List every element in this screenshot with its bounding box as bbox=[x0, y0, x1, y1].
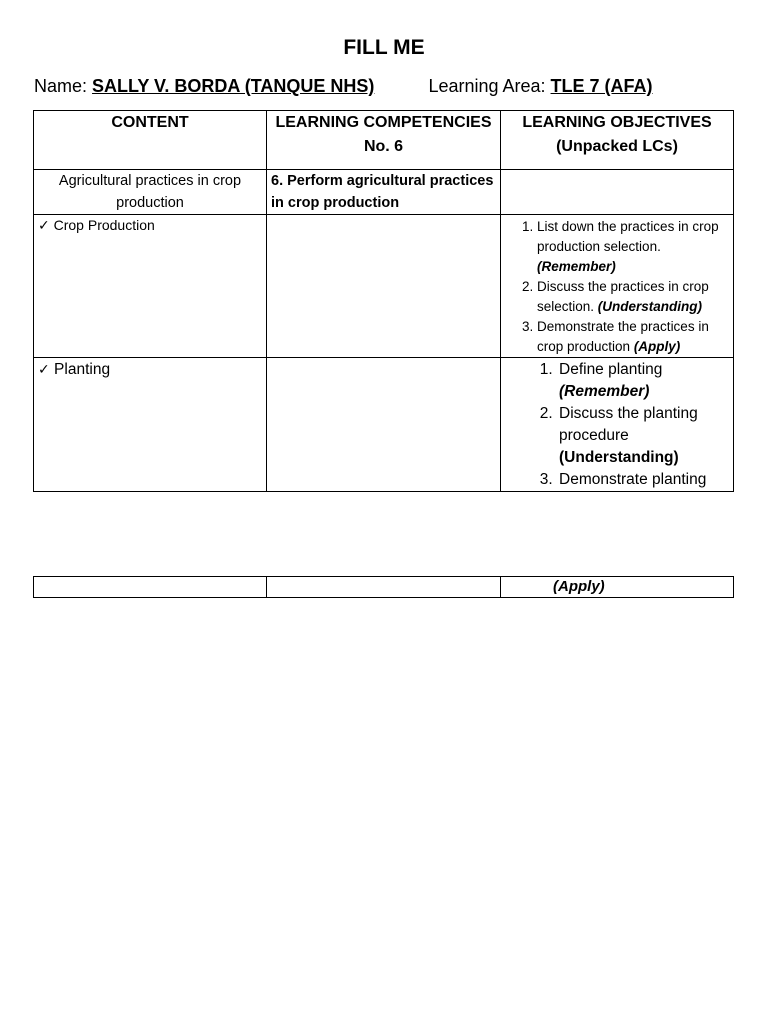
list-item: 2. Discuss the planting procedure (Understanding) bbox=[557, 403, 729, 469]
objectives-cell bbox=[501, 215, 734, 358]
list-item: 3. Demonstrate the practices in crop production (Apply) bbox=[537, 317, 729, 357]
objectives-cell bbox=[501, 170, 734, 215]
header-objectives: LEARNING OBJECTIVES (Unpacked LCs) bbox=[501, 111, 734, 170]
list-item: 1. List down the practices in crop production selection. (Remember) bbox=[537, 217, 729, 277]
objectives-cell: (Apply) bbox=[501, 577, 734, 598]
content-cell: ✓ Planting bbox=[34, 358, 267, 492]
learning-table bbox=[33, 110, 734, 492]
list-item: 1. Define planting (Remember) bbox=[557, 359, 729, 403]
content-cell: Agricultural practices in crop production bbox=[34, 170, 267, 215]
checkmark-icon: ✓ bbox=[38, 361, 50, 377]
competency-cell bbox=[267, 215, 501, 358]
objectives-cell bbox=[501, 358, 734, 492]
table-row bbox=[34, 170, 734, 215]
content-cell bbox=[34, 577, 267, 598]
checkmark-icon: ✓ bbox=[38, 217, 50, 233]
header-content: CONTENT bbox=[34, 111, 267, 170]
continuation-table bbox=[33, 576, 734, 598]
name-label: Name: bbox=[34, 76, 88, 96]
competency-cell: 6. Perform agricultural practices in crop production bbox=[267, 170, 501, 215]
area-label: Learning Area: bbox=[428, 76, 546, 96]
table-row bbox=[34, 215, 734, 358]
table-header-row bbox=[34, 111, 734, 170]
name-line bbox=[34, 76, 734, 97]
list-item: 2. Discuss the practices in crop selection. (Understanding) bbox=[537, 277, 729, 317]
table-row bbox=[34, 358, 734, 492]
objectives-list bbox=[505, 359, 729, 491]
header-competencies: LEARNING COMPETENCIES No. 6 bbox=[267, 111, 501, 170]
area-value: TLE 7 (AFA) bbox=[550, 76, 653, 96]
table-row bbox=[34, 577, 734, 598]
name-value: SALLY V. BORDA (TANQUE NHS) bbox=[92, 76, 375, 96]
competency-cell bbox=[267, 358, 501, 492]
list-item: 3. Demonstrate planting bbox=[557, 469, 729, 491]
objectives-list bbox=[505, 217, 729, 357]
content-cell: ✓ Crop Production bbox=[34, 215, 267, 358]
competency-cell bbox=[267, 577, 501, 598]
document-title: FILL ME bbox=[343, 36, 425, 59]
